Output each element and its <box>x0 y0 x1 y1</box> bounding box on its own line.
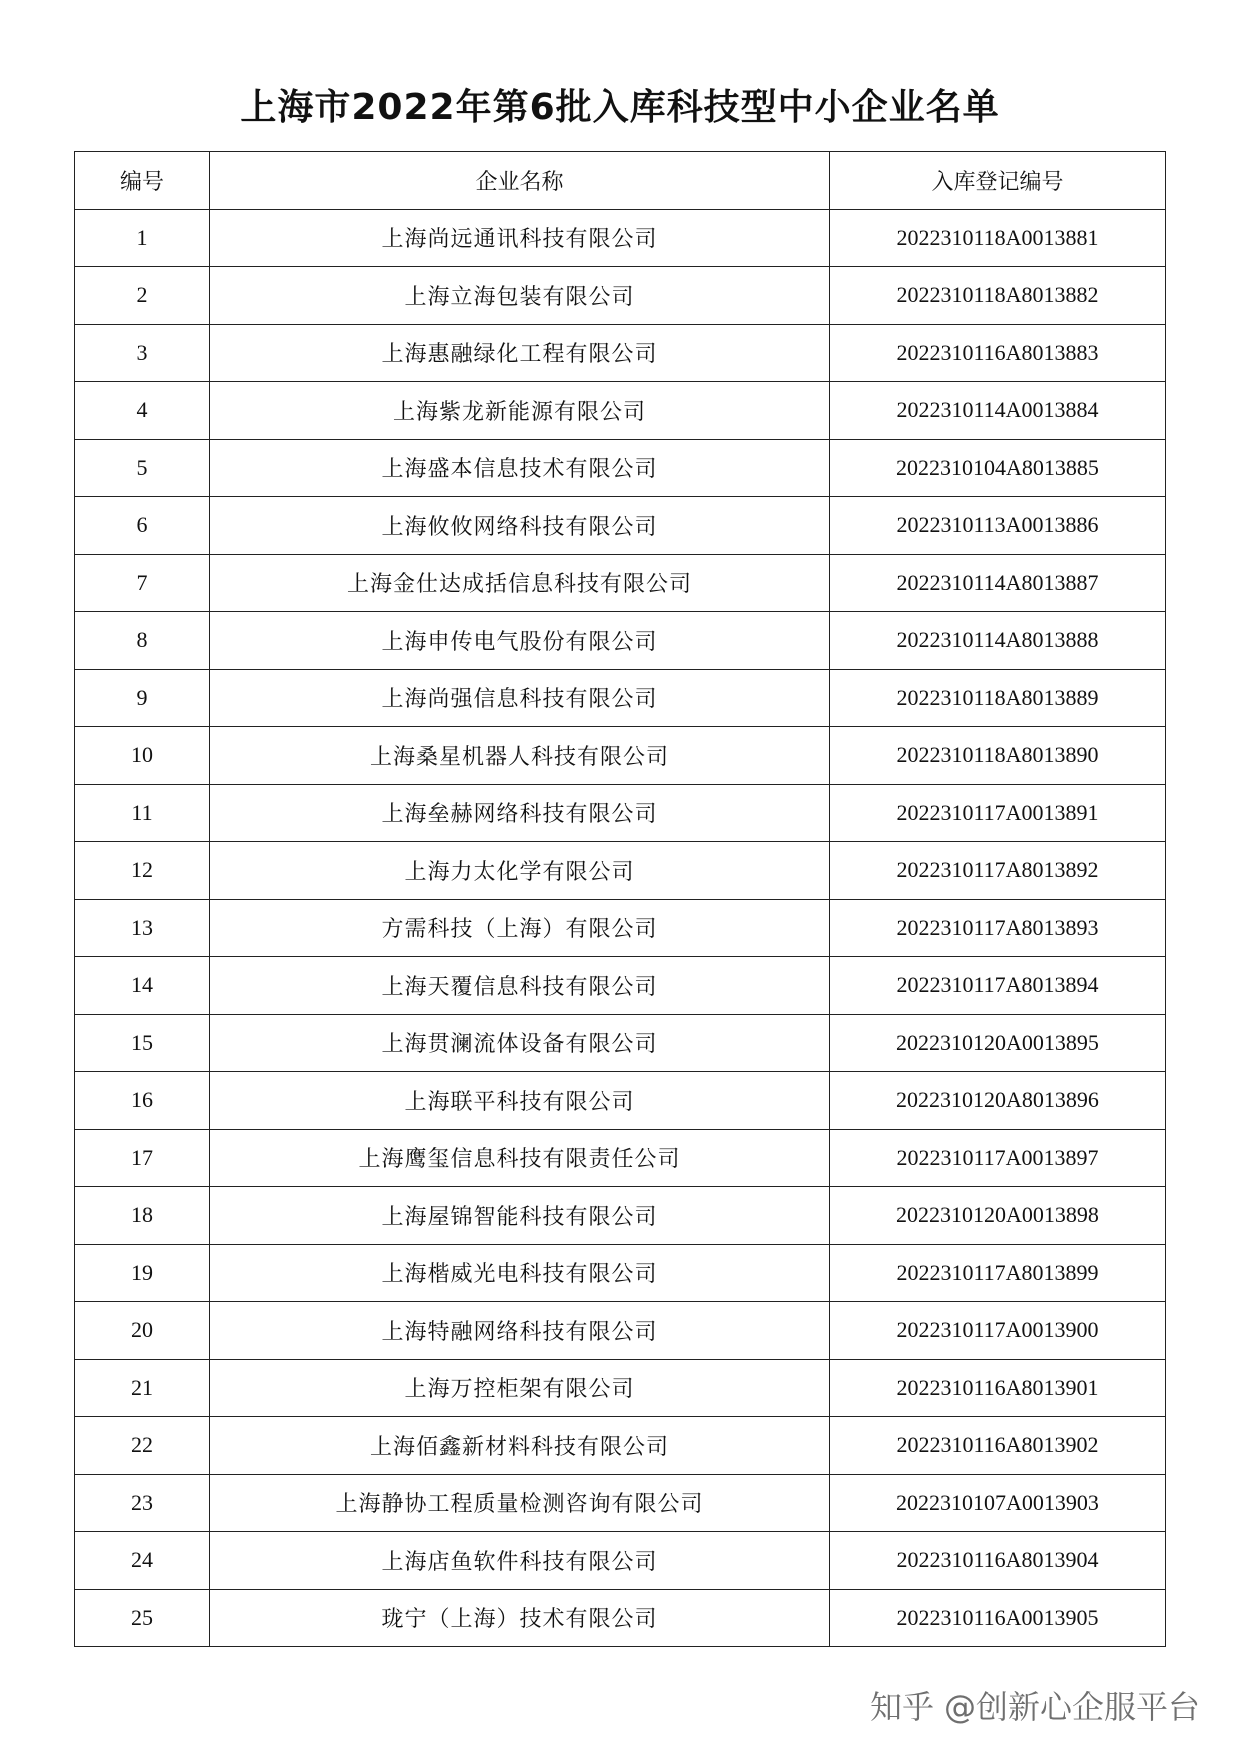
row-company-name: 上海盛本信息技术有限公司 <box>210 439 830 497</box>
row-company-name: 上海紫龙新能源有限公司 <box>210 382 830 440</box>
watermark-platform: 知乎 <box>869 1688 934 1726</box>
table-header-row <box>75 152 1166 210</box>
row-number: 17 <box>75 1129 210 1187</box>
table-row <box>75 1302 1166 1360</box>
row-number: 12 <box>75 842 210 900</box>
row-registration-code: 2022310118A0013881 <box>830 209 1166 267</box>
row-number: 10 <box>75 727 210 785</box>
row-number: 22 <box>75 1417 210 1475</box>
row-number: 25 <box>75 1589 210 1647</box>
row-number: 18 <box>75 1187 210 1245</box>
row-company-name: 上海佰鑫新材料科技有限公司 <box>210 1417 830 1475</box>
table-row <box>75 612 1166 670</box>
row-company-name: 上海申传电气股份有限公司 <box>210 612 830 670</box>
row-number: 2 <box>75 267 210 325</box>
row-company-name: 上海联平科技有限公司 <box>210 1072 830 1130</box>
row-number: 7 <box>75 554 210 612</box>
row-registration-code: 2022310116A8013883 <box>830 324 1166 382</box>
row-registration-code: 2022310116A0013905 <box>830 1589 1166 1647</box>
table-row <box>75 497 1166 555</box>
table-row <box>75 1474 1166 1532</box>
table-row <box>75 382 1166 440</box>
table-row <box>75 1187 1166 1245</box>
row-registration-code: 2022310117A8013899 <box>830 1244 1166 1302</box>
table-row <box>75 324 1166 382</box>
table-row <box>75 554 1166 612</box>
row-company-name: 上海天覆信息科技有限公司 <box>210 957 830 1015</box>
row-number: 14 <box>75 957 210 1015</box>
row-company-name: 上海惠融绿化工程有限公司 <box>210 324 830 382</box>
row-company-name: 上海立海包装有限公司 <box>210 267 830 325</box>
row-company-name: 上海鹰玺信息科技有限责任公司 <box>210 1129 830 1187</box>
row-number: 16 <box>75 1072 210 1130</box>
table-row <box>75 842 1166 900</box>
row-registration-code: 2022310113A0013886 <box>830 497 1166 555</box>
row-company-name: 上海屋锦智能科技有限公司 <box>210 1187 830 1245</box>
row-registration-code: 2022310117A0013900 <box>830 1302 1166 1360</box>
row-number: 4 <box>75 382 210 440</box>
row-company-name: 上海静协工程质量检测咨询有限公司 <box>210 1474 830 1532</box>
row-company-name: 上海尚远通讯科技有限公司 <box>210 209 830 267</box>
row-registration-code: 2022310117A0013891 <box>830 784 1166 842</box>
row-registration-code: 2022310120A8013896 <box>830 1072 1166 1130</box>
row-registration-code: 2022310104A8013885 <box>830 439 1166 497</box>
row-company-name: 上海桑星机器人科技有限公司 <box>210 727 830 785</box>
row-number: 1 <box>75 209 210 267</box>
row-registration-code: 2022310114A8013887 <box>830 554 1166 612</box>
row-company-name: 上海攸攸网络科技有限公司 <box>210 497 830 555</box>
row-number: 13 <box>75 899 210 957</box>
table-row <box>75 209 1166 267</box>
row-company-name: 上海楷威光电科技有限公司 <box>210 1244 830 1302</box>
row-company-name: 方需科技（上海）有限公司 <box>210 899 830 957</box>
row-registration-code: 2022310116A8013901 <box>830 1359 1166 1417</box>
row-number: 5 <box>75 439 210 497</box>
row-number: 3 <box>75 324 210 382</box>
row-registration-code: 2022310120A0013895 <box>830 1014 1166 1072</box>
row-number: 24 <box>75 1532 210 1590</box>
row-company-name: 上海金仕达成括信息科技有限公司 <box>210 554 830 612</box>
row-company-name: 上海店鱼软件科技有限公司 <box>210 1532 830 1590</box>
row-registration-code: 2022310118A8013890 <box>830 727 1166 785</box>
row-registration-code: 2022310114A8013888 <box>830 612 1166 670</box>
table-row <box>75 1359 1166 1417</box>
row-registration-code: 2022310117A0013897 <box>830 1129 1166 1187</box>
row-number: 23 <box>75 1474 210 1532</box>
table-row <box>75 1244 1166 1302</box>
table-row <box>75 439 1166 497</box>
table-row <box>75 1417 1166 1475</box>
row-company-name: 上海万控柜架有限公司 <box>210 1359 830 1417</box>
header-registration-code: 入库登记编号 <box>830 152 1166 210</box>
header-company-name: 企业名称 <box>210 152 830 210</box>
row-number: 20 <box>75 1302 210 1360</box>
table-row <box>75 1014 1166 1072</box>
table-row <box>75 669 1166 727</box>
row-company-name: 珑宁（上海）技术有限公司 <box>210 1589 830 1647</box>
row-number: 15 <box>75 1014 210 1072</box>
row-company-name: 上海尚强信息科技有限公司 <box>210 669 830 727</box>
row-registration-code: 2022310114A0013884 <box>830 382 1166 440</box>
document-title: 上海市2022年第6批入库科技型中小企业名单 <box>240 87 1000 128</box>
watermark-author: @创新心企服平台 <box>943 1688 1200 1726</box>
row-registration-code: 2022310120A0013898 <box>830 1187 1166 1245</box>
row-company-name: 上海特融网络科技有限公司 <box>210 1302 830 1360</box>
row-registration-code: 2022310117A8013893 <box>830 899 1166 957</box>
table-row <box>75 957 1166 1015</box>
table-row <box>75 1532 1166 1590</box>
row-registration-code: 2022310107A0013903 <box>830 1474 1166 1532</box>
row-company-name: 上海力太化学有限公司 <box>210 842 830 900</box>
row-company-name: 上海贯澜流体设备有限公司 <box>210 1014 830 1072</box>
row-number: 6 <box>75 497 210 555</box>
table-body <box>75 209 1166 1647</box>
row-registration-code: 2022310117A8013894 <box>830 957 1166 1015</box>
row-registration-code: 2022310117A8013892 <box>830 842 1166 900</box>
table-row <box>75 727 1166 785</box>
row-number: 8 <box>75 612 210 670</box>
table-row <box>75 1129 1166 1187</box>
table-row <box>75 1589 1166 1647</box>
row-registration-code: 2022310116A8013902 <box>830 1417 1166 1475</box>
row-number: 19 <box>75 1244 210 1302</box>
row-registration-code: 2022310118A8013882 <box>830 267 1166 325</box>
row-number: 11 <box>75 784 210 842</box>
row-company-name: 上海垒赫网络科技有限公司 <box>210 784 830 842</box>
row-registration-code: 2022310116A8013904 <box>830 1532 1166 1590</box>
table-row <box>75 1072 1166 1130</box>
table-row <box>75 784 1166 842</box>
table-row <box>75 267 1166 325</box>
row-number: 9 <box>75 669 210 727</box>
enterprise-table <box>74 151 1166 1647</box>
row-registration-code: 2022310118A8013889 <box>830 669 1166 727</box>
header-number: 编号 <box>75 152 210 210</box>
row-number: 21 <box>75 1359 210 1417</box>
watermark <box>870 1680 1200 1730</box>
table-row <box>75 899 1166 957</box>
